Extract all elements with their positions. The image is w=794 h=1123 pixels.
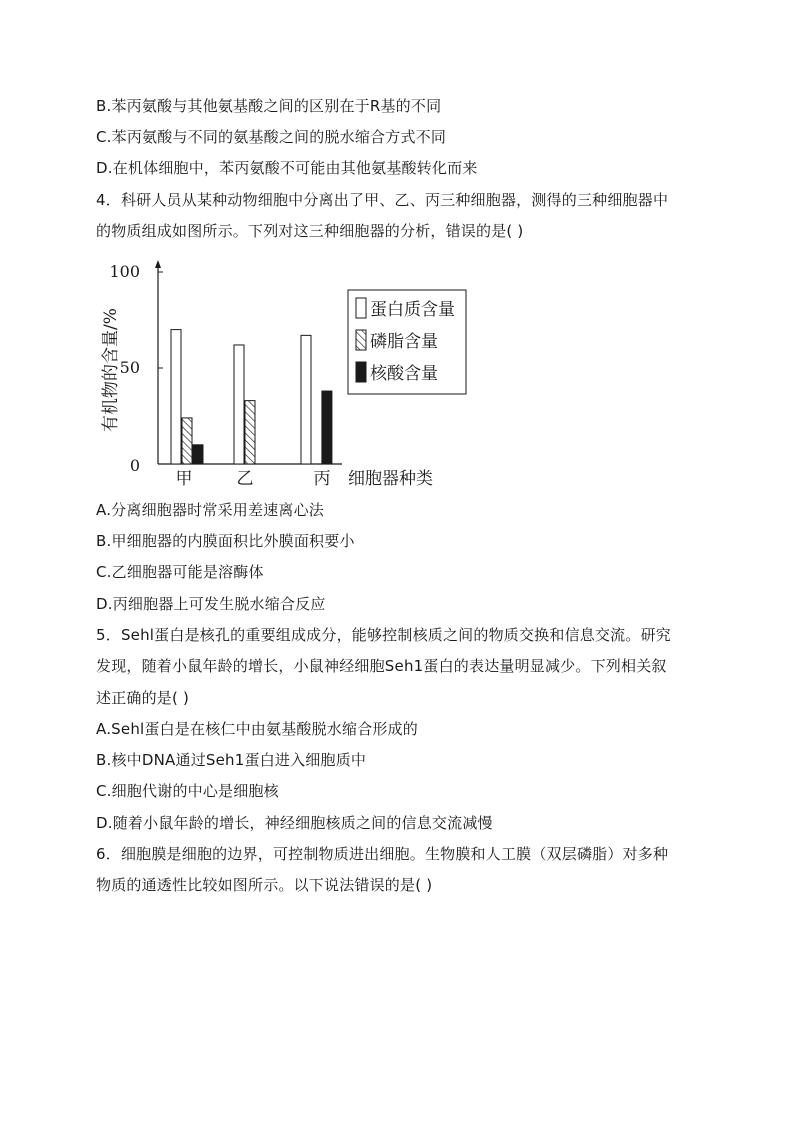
y-axis-label: 有机物的含量/% — [101, 308, 121, 432]
chart-bars — [171, 330, 332, 464]
x-tick-label: 乙 — [236, 469, 254, 489]
bar-nucleic-acid — [193, 445, 203, 464]
legend-swatch — [356, 298, 366, 318]
bar-protein — [234, 345, 244, 464]
option-5d: D.随着小鼠年龄的增长，神经细胞核质之间的信息交流减慢 — [96, 814, 493, 832]
option-4c: C.乙细胞器可能是溶酶体 — [96, 563, 264, 581]
option-3c: C.苯丙氨酸与不同的氨基酸之间的脱水缩合方式不同 — [96, 128, 447, 146]
legend-swatch — [356, 330, 366, 350]
question-6-stem-line2: 物质的通透性比较如图所示。以下说法错误的是( ) — [96, 876, 433, 894]
y-tick-label: 50 — [119, 358, 140, 377]
option-4b: B.甲细胞器的内膜面积比外膜面积要小 — [96, 532, 355, 550]
y-axis-arrow — [155, 260, 161, 268]
option-5a: A.Sehl蛋白是在核仁中由氨基酸脱水缩合形成的 — [96, 720, 418, 738]
option-4a: A.分离细胞器时常采用差速离心法 — [96, 501, 324, 519]
bar-phospholipid — [245, 401, 255, 464]
y-tick-label: 100 — [109, 262, 140, 281]
x-tick-label: 甲 — [175, 469, 193, 489]
question-5-stem-line3: 述正确的是( ) — [96, 689, 190, 707]
legend-label: 蛋白质含量 — [370, 300, 455, 320]
question-5-stem-line2: 发现，随着小鼠年龄的增长，小鼠神经细胞Seh1蛋白的表达量明显减少。下列相关叙 — [96, 657, 667, 675]
organelle-composition-chart — [96, 256, 476, 492]
y-tick-label: 0 — [129, 456, 140, 475]
legend-label: 磷脂含量 — [370, 332, 438, 352]
question-6-stem-line1: 6．细胞膜是细胞的边界，可控制物质进出细胞。生物膜和人工膜（双层磷脂）对多种 — [96, 845, 669, 863]
legend-label: 核酸含量 — [370, 364, 438, 384]
option-3d: D.在机体细胞中，苯丙氨酸不可能由其他氨基酸转化而来 — [96, 159, 478, 177]
option-5b: B.核中DNA通过Seh1蛋白进入细胞质中 — [96, 751, 367, 769]
question-4-stem-line1: 4．科研人员从某种动物细胞中分离出了甲、乙、丙三种细胞器，测得的三种细胞器中 — [96, 191, 669, 209]
bar-phospholipid — [182, 418, 192, 464]
legend-swatch — [356, 362, 366, 382]
option-3b: B.苯丙氨酸与其他氨基酸之间的区别在于R基的不同 — [96, 97, 442, 115]
x-tick-label: 丙 — [313, 469, 331, 489]
bar-nucleic-acid — [322, 391, 332, 464]
option-5c: C.细胞代谢的中心是细胞核 — [96, 782, 279, 800]
chart-legend — [348, 290, 466, 394]
x-axis-label: 细胞器种类 — [348, 469, 433, 489]
bar-protein — [171, 330, 181, 464]
option-4d: D.丙细胞器上可发生脱水缩合反应 — [96, 595, 326, 613]
question-5-stem-line1: 5．Sehl蛋白是核孔的重要组成成分，能够控制核质之间的物质交换和信息交流。研究 — [96, 626, 671, 644]
bar-protein — [301, 335, 311, 464]
question-4-stem-line2: 的物质组成如图所示。下列对这三种细胞器的分析，错误的是( ) — [96, 222, 524, 240]
